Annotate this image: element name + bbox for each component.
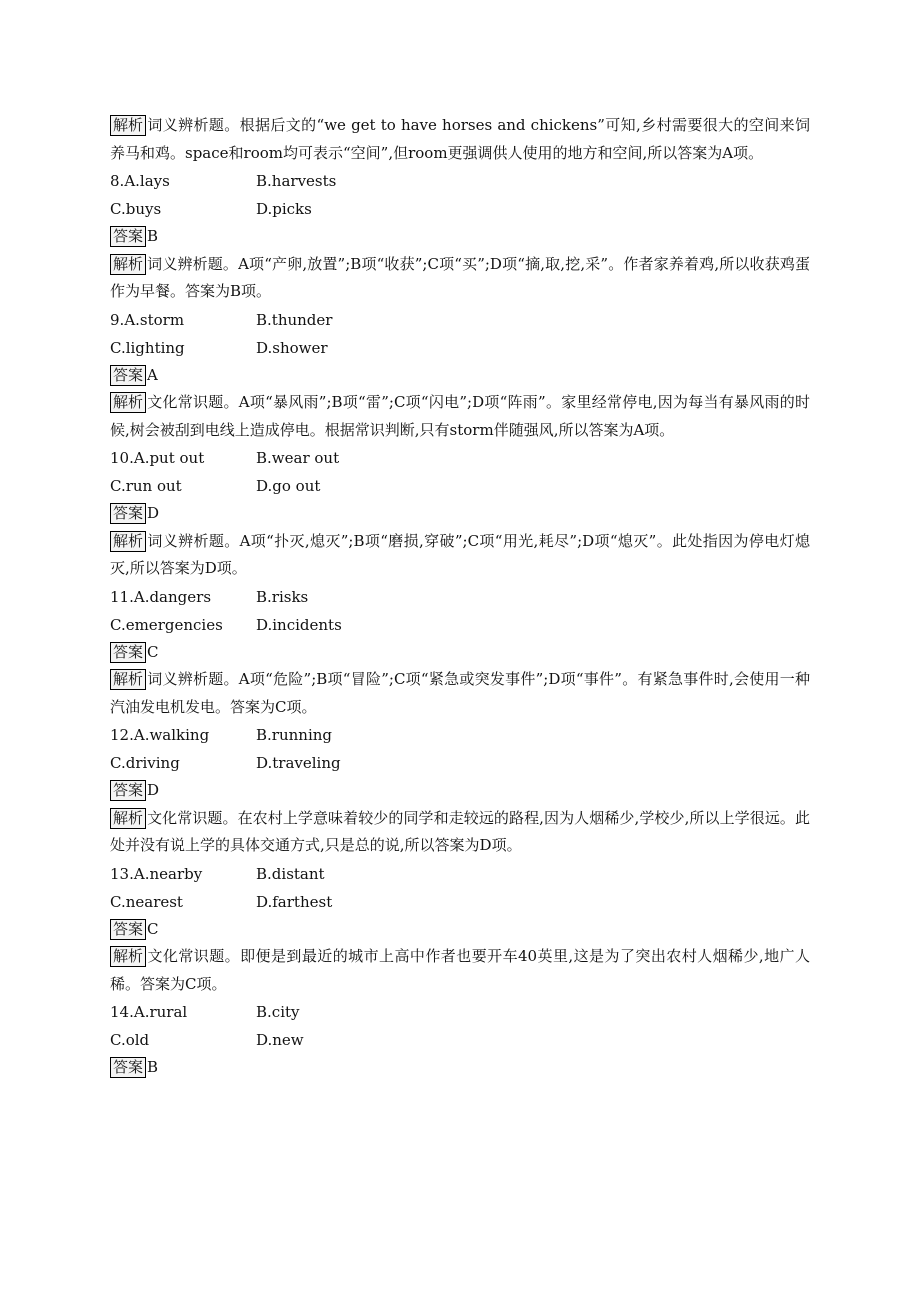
answer-value: B — [147, 227, 159, 245]
options-row-1 — [110, 721, 810, 749]
answer-line — [110, 223, 810, 251]
option-d: D.shower — [256, 338, 328, 357]
question-block — [110, 721, 810, 860]
explanation-text: 词义辨析题。A项“扑灭,熄灭”;B项“磨损,穿破”;C项“用光,耗尽”;D项“熄灭”。此处指因为停电灯熄灭,所以答案为D项。 — [110, 531, 810, 577]
explanation — [110, 251, 810, 306]
answer-tag: 答案 — [110, 1057, 146, 1078]
option-a: 10.A.put out — [110, 449, 205, 467]
answer-line — [110, 1054, 810, 1082]
option-d: D.go out — [256, 477, 321, 495]
options-row-2 — [110, 611, 810, 639]
option-d: D.traveling — [256, 754, 341, 772]
answer-line — [110, 777, 810, 805]
analysis-tag: 解析 — [110, 531, 146, 552]
option-b: B.city — [256, 1003, 300, 1021]
analysis-tag: 解析 — [110, 254, 146, 275]
question-block — [110, 583, 810, 722]
question-block — [110, 167, 810, 306]
answer-tag: 答案 — [110, 919, 146, 940]
option-b: B.harvests — [256, 172, 337, 190]
explanation — [110, 389, 810, 444]
question-block — [110, 306, 810, 445]
analysis-tag: 解析 — [110, 808, 146, 829]
option-c: C.emergencies — [110, 615, 223, 634]
option-a: 14.A.rural — [110, 1003, 188, 1021]
option-d: D.picks — [256, 200, 312, 218]
analysis-tag: 解析 — [110, 392, 146, 413]
options-row-1 — [110, 860, 810, 888]
options-row-1 — [110, 444, 810, 472]
options-row-1 — [110, 306, 810, 334]
analysis-tag: 解析 — [110, 669, 146, 690]
analysis-tag: 解析 — [110, 115, 146, 136]
answer-tag: 答案 — [110, 226, 146, 247]
options-row-1 — [110, 167, 810, 195]
option-b: B.thunder — [256, 310, 333, 329]
answer-tag: 答案 — [110, 365, 146, 386]
option-c: C.driving — [110, 754, 180, 772]
option-d: D.farthest — [256, 892, 333, 911]
option-b: B.distant — [256, 864, 325, 883]
options-row-2 — [110, 472, 810, 500]
explanation-text: 词义辨析题。A项“危险”;B项“冒险”;C项“紧急或突发事件”;D项“事件”。有紧急事件时,会使用一种汽油发电机发电。答案为C项。 — [110, 670, 810, 716]
option-c: C.lighting — [110, 338, 185, 357]
answer-tag: 答案 — [110, 780, 146, 801]
analysis-tag: 解析 — [110, 946, 146, 967]
options-row-1 — [110, 583, 810, 611]
question-block — [110, 998, 810, 1082]
question-block — [110, 860, 810, 999]
option-c: C.nearest — [110, 892, 183, 911]
option-c: C.buys — [110, 200, 162, 218]
explanation — [110, 528, 810, 583]
answer-value: C — [147, 642, 159, 661]
option-b: B.running — [256, 726, 333, 744]
option-a: 8.A.lays — [110, 172, 170, 190]
explanation-text: 词义辨析题。A项“产卵,放置”;B项“收获”;C项“买”;D项“摘,取,挖,采”。作者家养着鸡,所以收获鸡蛋作为早餐。答案为B项。 — [110, 254, 810, 300]
answer-line — [110, 362, 810, 390]
option-c: C.old — [110, 1031, 150, 1049]
explanation — [110, 943, 810, 998]
answer-value: C — [147, 919, 159, 938]
answer-line — [110, 916, 810, 944]
question-block — [110, 444, 810, 583]
option-c: C.run out — [110, 477, 182, 495]
explanation-text: 文化常识题。在农村上学意味着较少的同学和走较远的路程,因为人烟稀少,学校少,所以上学很远。此处并没有说上学的具体交通方式,只是总的说,所以答案为D项。 — [110, 808, 810, 854]
option-a: 13.A.nearby — [110, 864, 203, 883]
option-b: B.wear out — [256, 449, 340, 467]
document-body — [110, 112, 810, 1082]
answer-line — [110, 500, 810, 528]
option-a: 11.A.dangers — [110, 587, 212, 606]
intro-explanation: 解析 词义辨析题。根据后文的“we get to have horses and chickens”可知,乡村需要很大的空间来饲养马和鸡。space和room均可表示“空间”,但room更强调供人使用的地方和空间,所以答案为A项。 — [110, 116, 810, 162]
question-list — [110, 167, 810, 1082]
answer-value: B — [147, 1058, 159, 1076]
answer-value: A — [147, 365, 158, 384]
answer-tag: 答案 — [110, 503, 146, 524]
answer-value: D — [147, 781, 160, 799]
option-d: D.incidents — [256, 615, 342, 634]
answer-line — [110, 639, 810, 667]
option-a: 12.A.walking — [110, 726, 210, 744]
option-d: D.new — [256, 1031, 304, 1049]
explanation-text: 文化常识题。A项“暴风雨”;B项“雷”;C项“闪电”;D项“阵雨”。家里经常停电,因为每当有暴风雨的时候,树会被刮到电线上造成停电。根据常识判断,只有storm伴随强风,所以答案为A项。 — [110, 393, 810, 439]
options-row-2 — [110, 888, 810, 916]
option-b: B.risks — [256, 587, 309, 606]
explanation — [110, 666, 810, 721]
explanation-text: 文化常识题。即便是到最近的城市上高中作者也要开车40英里,这是为了突出农村人烟稀少,地广人稀。答案为C项。 — [110, 947, 810, 993]
options-row-1 — [110, 998, 810, 1026]
explanation — [110, 805, 810, 860]
options-row-2 — [110, 1026, 810, 1054]
options-row-2 — [110, 195, 810, 223]
options-row-2 — [110, 334, 810, 362]
answer-tag: 答案 — [110, 642, 146, 663]
options-row-2 — [110, 749, 810, 777]
answer-value: D — [147, 504, 160, 522]
option-a: 9.A.storm — [110, 310, 185, 329]
